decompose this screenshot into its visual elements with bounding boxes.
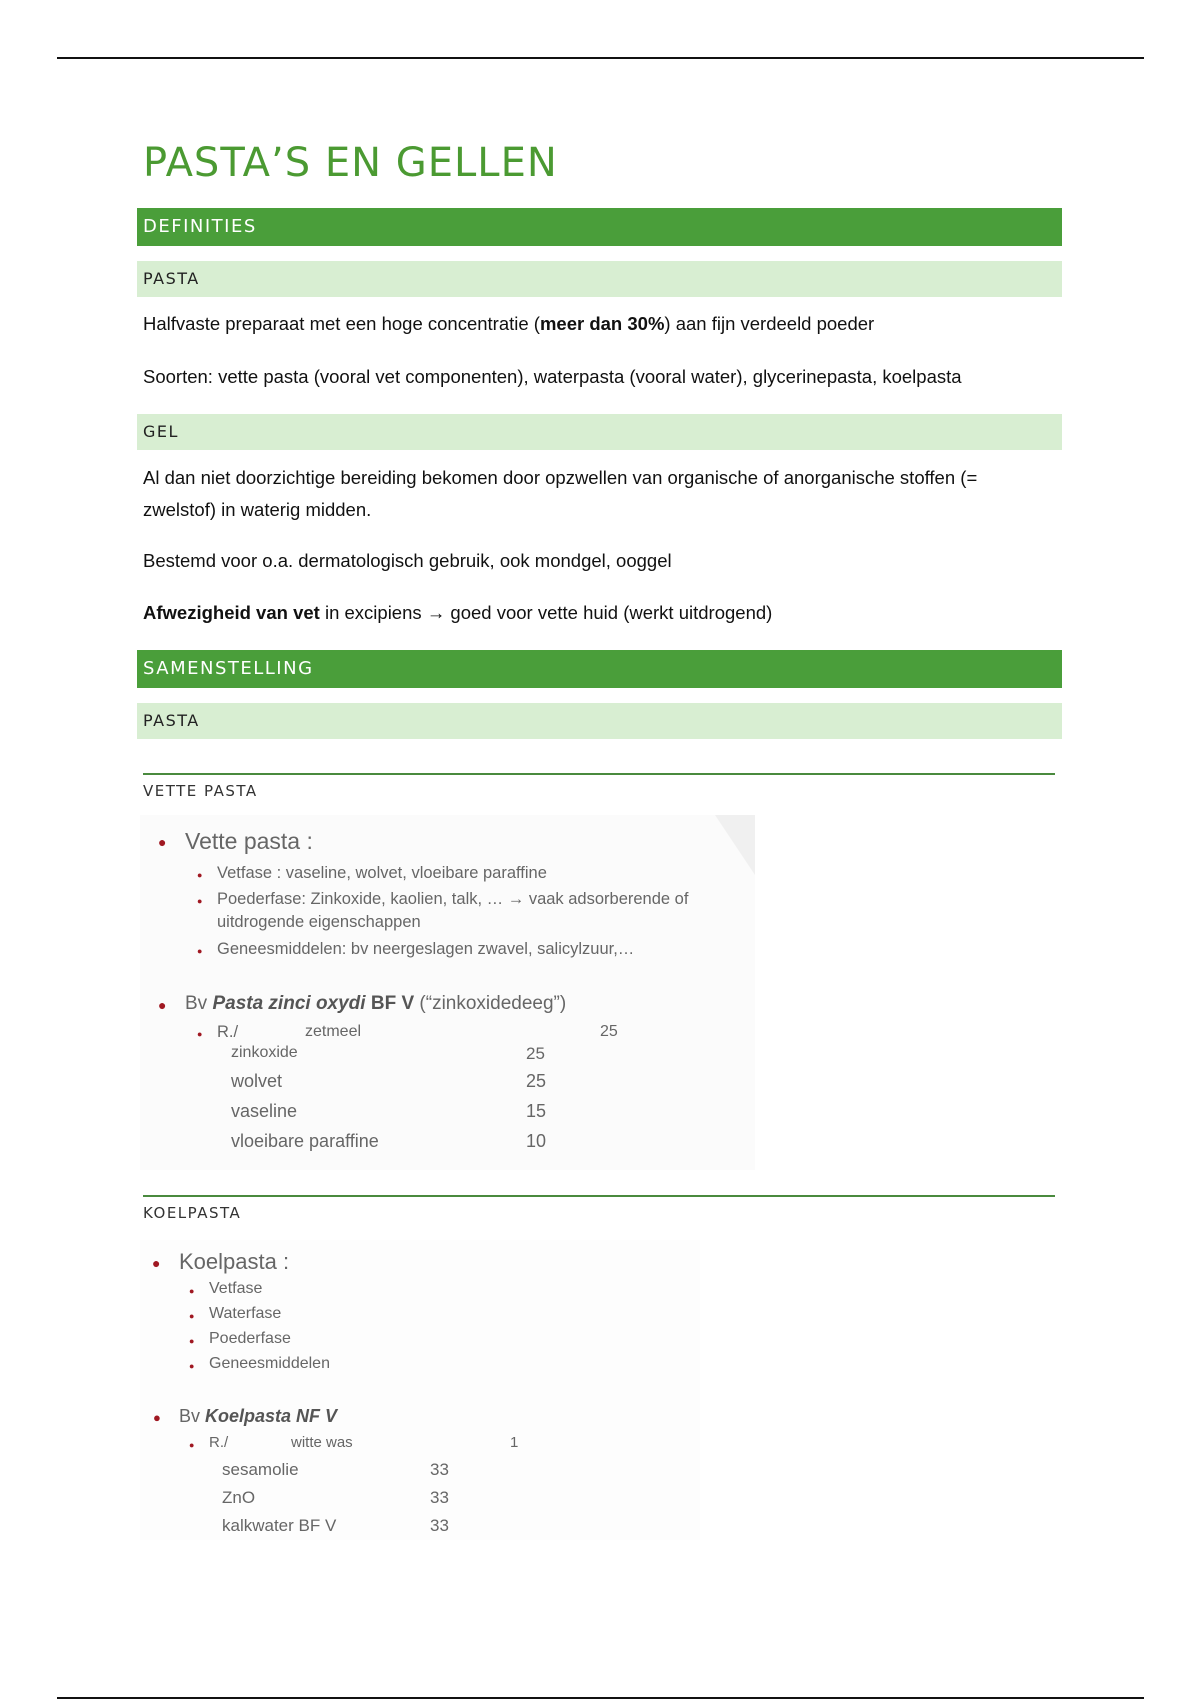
- ingredient-qty: 25: [526, 1071, 547, 1091]
- ingredient-qty: 10: [526, 1131, 547, 1151]
- slide-corner-decoration: [715, 815, 755, 875]
- slide-bullet-vette-pasta: ● Vette pasta :: [158, 828, 313, 854]
- ingredient-name: vloeibare paraffine: [231, 1131, 379, 1151]
- subsection-heading-pasta: PASTA: [137, 261, 1062, 297]
- gel-note: Afwezigheid van vet in excipiens → goed voor vette huid (werkt uitdrogend): [143, 602, 773, 623]
- ingredient-name: kalkwater BF V: [222, 1516, 337, 1535]
- ingredient-name: vaseline: [231, 1101, 298, 1121]
- slide-subbullet-geneesmiddelen: ● Geneesmiddelen: [189, 1355, 330, 1372]
- heading-vette-pasta: VETTE PASTA: [143, 773, 1055, 800]
- slide-subbullet-waterfase: ● Waterfase: [189, 1305, 282, 1322]
- bullet-icon: ●: [158, 997, 167, 1013]
- ingredient-qty: 25: [600, 1023, 618, 1040]
- ingredient-qty: 33: [430, 1460, 449, 1479]
- ingredient-name: witte was: [291, 1434, 353, 1451]
- bullet-icon: ●: [189, 1336, 195, 1346]
- section-heading-definities: DEFINITIES: [137, 208, 1062, 246]
- slide-bullet-example-zinci: ● Bv Pasta zinci oxydi BF V (“zinkoxidedeeg”): [158, 993, 567, 1014]
- bullet-icon: ●: [197, 870, 203, 880]
- slide-subbullet-vetfase: ● Vetfase : vaseline, wolvet, vloeibare paraffine: [197, 864, 547, 882]
- subsection-heading-gel: GEL: [137, 414, 1062, 450]
- subsection-heading-pasta-samenstelling: PASTA: [137, 703, 1062, 739]
- bullet-icon: ●: [189, 1440, 195, 1450]
- header-rule: [57, 57, 1144, 59]
- bullet-icon: ●: [189, 1286, 195, 1296]
- gel-definition: Al dan niet doorzichtige bereiding bekomen door opzwellen van organische of anorganische stoffen (= zwelstof) in waterig midden.: [143, 467, 978, 520]
- ingredient-name: zetmeel: [305, 1023, 362, 1040]
- ingredient-qty: 33: [430, 1516, 449, 1535]
- ingredient-qty: 1: [510, 1434, 519, 1451]
- bullet-icon: ●: [153, 1410, 161, 1425]
- gel-usage: Bestemd voor o.a. dermatologisch gebruik, ook mondgel, ooggel: [143, 550, 672, 571]
- slide-subbullet-geneesmiddelen: ● Geneesmiddelen: bv neergeslagen zwavel, salicylzuur,…: [197, 940, 635, 958]
- bullet-icon: ●: [197, 1029, 203, 1039]
- pasta-types: Soorten: vette pasta (vooral vet componenten), waterpasta (vooral water), glycerinepasta, koelpasta: [143, 366, 962, 387]
- slide-subbullet-vetfase: ● Vetfase: [189, 1280, 263, 1297]
- slide-subbullet-poederfase: ● Poederfase: Zinkoxide, kaolien, talk, … → vaak adsorberende of: [197, 890, 689, 908]
- bullet-icon: ●: [152, 1255, 161, 1271]
- ingredient-name: wolvet: [231, 1071, 283, 1091]
- arrow-right-icon: →: [426, 602, 446, 623]
- pasta-definition: Halfvaste preparaat met een hoge concentratie (meer dan 30%) aan fijn verdeeld poeder: [143, 313, 875, 334]
- bullet-icon: ●: [189, 1361, 195, 1371]
- slide-rx-label: ● R./: [189, 1434, 229, 1451]
- bullet-icon: ●: [197, 896, 203, 906]
- ingredient-qty: 15: [526, 1101, 547, 1121]
- bullet-icon: ●: [158, 834, 167, 850]
- slide-subbullet-poederfase-cont: uitdrogende eigenschappen: [217, 913, 421, 931]
- section-heading-samenstelling: SAMENSTELLING: [137, 650, 1062, 688]
- heading-koelpasta: KOELPASTA: [143, 1195, 1055, 1222]
- bullet-icon: ●: [197, 946, 203, 956]
- bullet-icon: ●: [189, 1311, 195, 1321]
- ingredient-name: sesamolie: [222, 1460, 299, 1479]
- slide-rx-label: ● R./: [197, 1023, 239, 1041]
- slide-bullet-koelpasta: ● Koelpasta :: [152, 1249, 290, 1274]
- ingredient-name: zinkoxide: [231, 1044, 298, 1061]
- ingredient-qty: 25: [526, 1044, 545, 1063]
- slide-bullet-example-koelpasta: ● Bv Koelpasta NF V: [153, 1406, 338, 1426]
- ingredient-name: ZnO: [222, 1488, 256, 1507]
- ingredient-qty: 33: [430, 1488, 449, 1507]
- footer-rule: [57, 1697, 1144, 1699]
- slide-subbullet-poederfase: ● Poederfase: [189, 1330, 291, 1347]
- page-title: PASTA’S EN GELLEN: [143, 140, 558, 186]
